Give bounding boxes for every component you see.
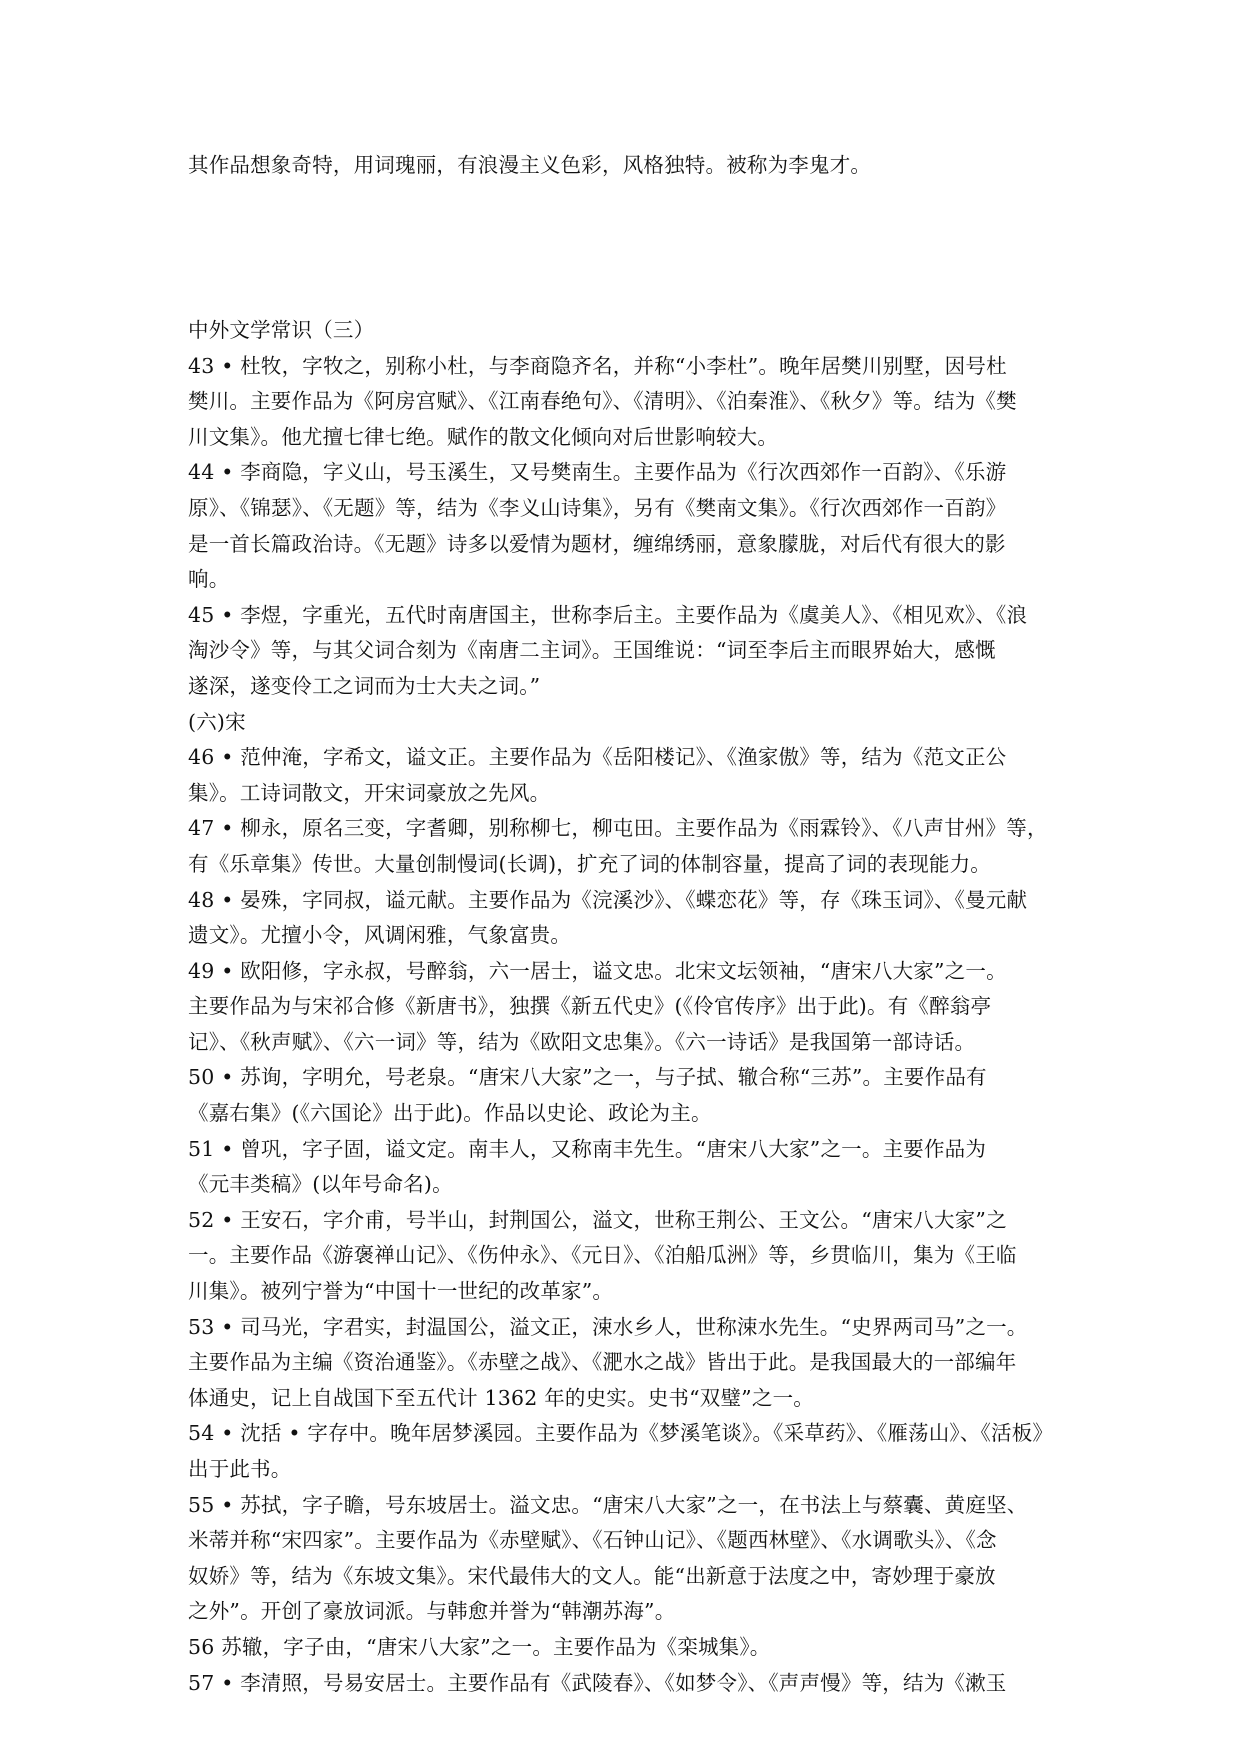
text-line: 52 • 王安石，字介甫，号半山，封荆国公，溢文，世称王荆公、王文公。“唐宋八大家”之 bbox=[188, 1207, 1007, 1232]
text-line: 50 • 苏询，字明允，号老泉。“唐宋八大家”之一，与子拭、辙合称“三苏”。主要作品有 bbox=[188, 1065, 987, 1090]
subsection-heading: (六)宋 bbox=[188, 709, 246, 734]
text-line: 有《乐章集》传世。大量创制慢词(长调)，扩充了词的体制容量，提高了词的表现能力。 bbox=[188, 851, 991, 876]
top-text-block bbox=[188, 148, 1054, 184]
text-line: 《嘉右集》(《六国论》出于此)。作品以史论、政论为主。 bbox=[188, 1101, 712, 1126]
text-line: 45 • 李煜，字重光，五代时南唐国主，世称李后主。主要作品为《虞美人》、《相见欢》、《浪 bbox=[188, 602, 1028, 627]
text-line: 57 • 李清照，号易安居士。主要作品有《武陵春》、《如梦令》、《声声慢》等，结为《漱玉 bbox=[188, 1670, 1007, 1695]
text-line: 主要作品为主编《资治通鉴》。《赤壁之战》、《淝水之战》皆出于此。是我国最大的一部编年 bbox=[188, 1350, 1017, 1375]
text-line: 54 • 沈括 • 字存中。晚年居梦溪园。主要作品为《梦溪笔谈》。《采草药》、《雁荡山》、《活板》 bbox=[188, 1421, 1054, 1446]
text-line: 51 • 曾巩，字子固，谥文定。南丰人，又称南丰先生。“唐宋八大家”之一。主要作品为 bbox=[188, 1136, 987, 1161]
text-line: 主要作品为与宋祁合修《新唐书》，独撰《新五代史》(《伶官传序》出于此)。有《醉翁亭 bbox=[188, 994, 992, 1019]
text-line: 44 • 李商隐，字义山，号玉溪生，又号樊南生。主要作品为《行次西郊作一百韵》、《乐游 bbox=[188, 460, 1007, 485]
text-line: 55 • 苏拭，字子瞻，号东坡居士。溢文忠。“唐宋八大家”之一，在书法上与蔡囊、黄庭坚、 bbox=[188, 1492, 1028, 1517]
text-line: 集》。工诗词散文，开宋词豪放之先风。 bbox=[188, 780, 551, 805]
text-line: 响。 bbox=[188, 567, 230, 592]
text-line: 川集》。被列宁誉为“中国十一世纪的改革家”。 bbox=[188, 1279, 614, 1304]
text-line: 一。主要作品《游褒禅山记》、《伤仲永》、《元日》、《泊船瓜洲》等，乡贯临川，集为《王临 bbox=[188, 1243, 1017, 1268]
text-line: 体通史，记上自战国下至五代计 1362 年的史实。史书“双璧”之一。 bbox=[188, 1385, 814, 1410]
text-line: 记》、《秋声赋》、《六一词》等，结为《欧阳文忠集》。《六一诗话》是我国第一部诗话。 bbox=[188, 1029, 976, 1054]
text-line: 川文集》。他尤擅七律七绝。赋作的散文化倾向对后世影响较大。 bbox=[188, 424, 779, 449]
text-line: 淘沙令》等，与其父词合刻为《南唐二主词》。王国维说：“词至李后主而眼界始大，感慨 bbox=[188, 638, 996, 663]
main-text-block bbox=[188, 313, 1054, 1701]
text-line: 遂深，遂变伶工之词而为士大夫之词。” bbox=[188, 673, 541, 698]
text-line: 49 • 欧阳修，字永叔，号醉翁，六一居士，谥文忠。北宋文坛领袖，“唐宋八大家”之一。 bbox=[188, 958, 1007, 983]
text-line: 47 • 柳永，原名三变，字耆卿，别称柳七，柳屯田。主要作品为《雨霖铃》、《八声甘州》等， bbox=[188, 816, 1048, 841]
text-line: 53 • 司马光，字君实，封温国公，溢文正，涑水乡人，世称涑水先生。“史界两司马”之一。 bbox=[188, 1314, 1028, 1339]
text-line: 《元丰类稿》(以年号命名)。 bbox=[188, 1172, 453, 1197]
text-line: 43 • 杜牧，字牧之，别称小杜，与李商隐齐名，并称“小李杜”。晚年居樊川别墅，因号杜 bbox=[188, 353, 1007, 378]
text-line: 奴娇》等，结为《东坡文集》。宋代最伟大的文人。能“出新意于法度之中，寄妙理于豪放 bbox=[188, 1563, 996, 1588]
text-line: 是一首长篇政治诗。《无题》诗多以爱情为题材，缠绵绣丽，意象朦胧，对后代有很大的影 bbox=[188, 531, 1006, 556]
text-line: 之外”。开创了豪放词派。与韩愈并誉为“韩潮苏海”。 bbox=[188, 1599, 676, 1624]
top-text-line: 其作品想象奇特，用词瑰丽，有浪漫主义色彩，风格独特。被称为李鬼才。 bbox=[188, 153, 872, 177]
text-line: 米蒂并称“宋四家”。主要作品为《赤壁赋》、《石钟山记》、《题西林壁》、《水调歌头》、《念 bbox=[188, 1528, 997, 1553]
text-line: 出于此书。 bbox=[188, 1457, 292, 1481]
section-title: 中外文学常识（三） bbox=[188, 318, 375, 342]
text-line: 樊川。主要作品为《阿房宫赋》、《江南春绝句》、《清明》、《泊秦淮》、《秋夕》等。结为《樊 bbox=[188, 389, 1017, 414]
text-line: 原》、《锦瑟》、《无题》等，结为《李义山诗集》，另有《樊南文集》。《行次西郊作一百韵》 bbox=[188, 495, 1007, 520]
text-line: 46 • 范仲淹，字希文，谥文正。主要作品为《岳阳楼记》、《渔家傲》等，结为《范文正公 bbox=[188, 745, 1007, 770]
text-line: 48 • 晏殊，字同叔，谥元献。主要作品为《浣溪沙》、《蝶恋花》等，存《珠玉词》、《曼元献 bbox=[188, 887, 1028, 912]
text-line: 56 苏辙，字子由，“唐宋八大家”之一。主要作品为《栾城集》。 bbox=[188, 1634, 771, 1659]
text-line: 遗文》。尤擅小令，风调闲雅，气象富贵。 bbox=[188, 923, 572, 948]
